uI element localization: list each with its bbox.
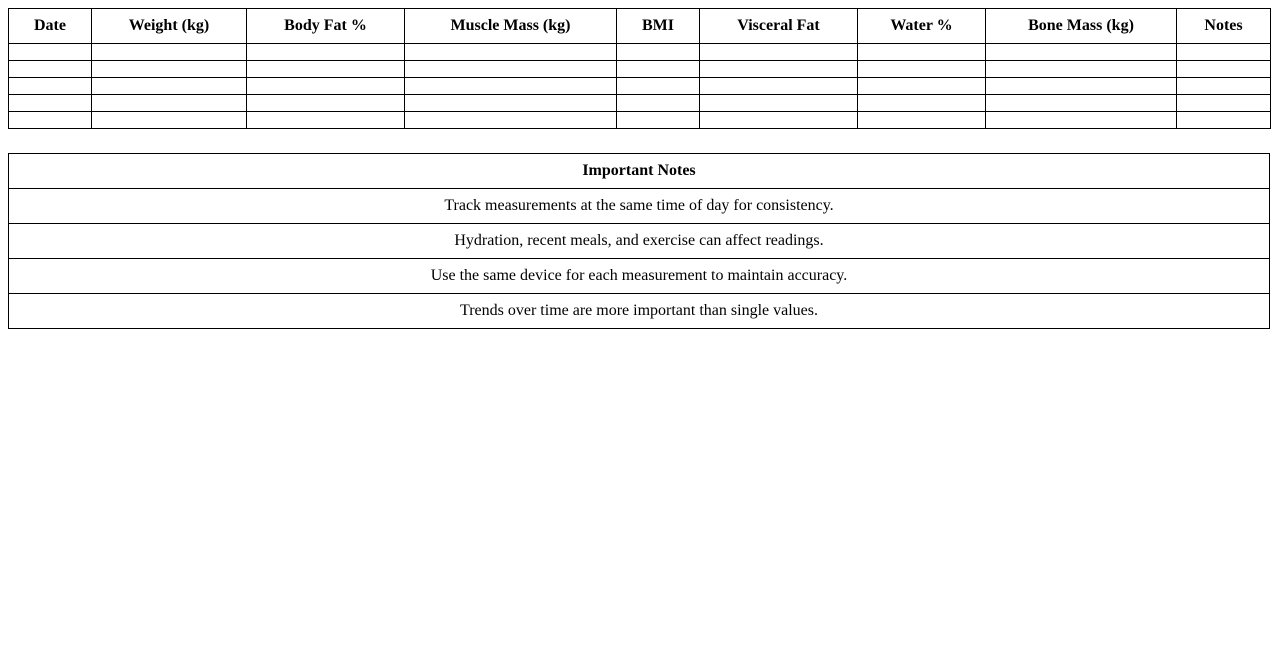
table-cell[interactable] [247, 44, 405, 61]
measurements-body [9, 44, 1271, 129]
table-row [9, 44, 1271, 61]
header-body-fat: Body Fat % [247, 9, 405, 44]
header-muscle-mass: Muscle Mass (kg) [405, 9, 617, 44]
table-cell[interactable] [405, 61, 617, 78]
table-cell[interactable] [858, 61, 986, 78]
table-cell[interactable] [700, 95, 858, 112]
note-item: Use the same device for each measurement to maintain accuracy. [9, 259, 1270, 294]
table-cell[interactable] [405, 44, 617, 61]
table-cell[interactable] [700, 44, 858, 61]
table-cell[interactable] [617, 95, 700, 112]
table-cell[interactable] [986, 95, 1177, 112]
table-cell[interactable] [700, 61, 858, 78]
note-row [9, 294, 1270, 329]
table-cell[interactable] [9, 78, 92, 95]
measurements-header-row [9, 9, 1271, 44]
table-cell[interactable] [92, 78, 247, 95]
table-cell[interactable] [700, 112, 858, 129]
table-row [9, 78, 1271, 95]
table-cell[interactable] [9, 61, 92, 78]
table-cell[interactable] [617, 61, 700, 78]
table-cell[interactable] [858, 112, 986, 129]
header-bmi: BMI [617, 9, 700, 44]
header-bone-mass: Bone Mass (kg) [986, 9, 1177, 44]
note-row [9, 189, 1270, 224]
table-cell[interactable] [700, 78, 858, 95]
table-cell[interactable] [9, 95, 92, 112]
table-cell[interactable] [1177, 61, 1271, 78]
table-cell[interactable] [92, 44, 247, 61]
notes-title-row [9, 154, 1270, 189]
table-cell[interactable] [405, 78, 617, 95]
notes-title: Important Notes [9, 154, 1270, 189]
table-cell[interactable] [9, 112, 92, 129]
table-cell[interactable] [92, 112, 247, 129]
table-cell[interactable] [617, 112, 700, 129]
note-row [9, 224, 1270, 259]
table-cell[interactable] [247, 95, 405, 112]
table-cell[interactable] [92, 61, 247, 78]
table-cell[interactable] [247, 112, 405, 129]
table-cell[interactable] [1177, 78, 1271, 95]
table-cell[interactable] [617, 44, 700, 61]
table-cell[interactable] [986, 112, 1177, 129]
table-cell[interactable] [405, 112, 617, 129]
table-cell[interactable] [9, 44, 92, 61]
table-cell[interactable] [1177, 112, 1271, 129]
table-cell[interactable] [986, 61, 1177, 78]
header-weight: Weight (kg) [92, 9, 247, 44]
table-cell[interactable] [858, 44, 986, 61]
table-row [9, 61, 1271, 78]
table-cell[interactable] [617, 78, 700, 95]
table-cell[interactable] [858, 78, 986, 95]
table-cell[interactable] [858, 95, 986, 112]
table-cell[interactable] [405, 95, 617, 112]
header-water: Water % [858, 9, 986, 44]
note-item: Track measurements at the same time of day for consistency. [9, 189, 1270, 224]
table-cell[interactable] [92, 95, 247, 112]
table-cell[interactable] [247, 61, 405, 78]
table-cell[interactable] [1177, 44, 1271, 61]
table-cell[interactable] [1177, 95, 1271, 112]
table-cell[interactable] [986, 44, 1177, 61]
table-cell[interactable] [986, 78, 1177, 95]
header-date: Date [9, 9, 92, 44]
note-row [9, 259, 1270, 294]
table-row [9, 112, 1271, 129]
table-cell[interactable] [247, 78, 405, 95]
measurements-table [8, 8, 1271, 129]
note-item: Hydration, recent meals, and exercise can affect readings. [9, 224, 1270, 259]
important-notes-table [8, 153, 1270, 329]
header-visceral-fat: Visceral Fat [700, 9, 858, 44]
table-row [9, 95, 1271, 112]
header-notes: Notes [1177, 9, 1271, 44]
note-item: Trends over time are more important than single values. [9, 294, 1270, 329]
